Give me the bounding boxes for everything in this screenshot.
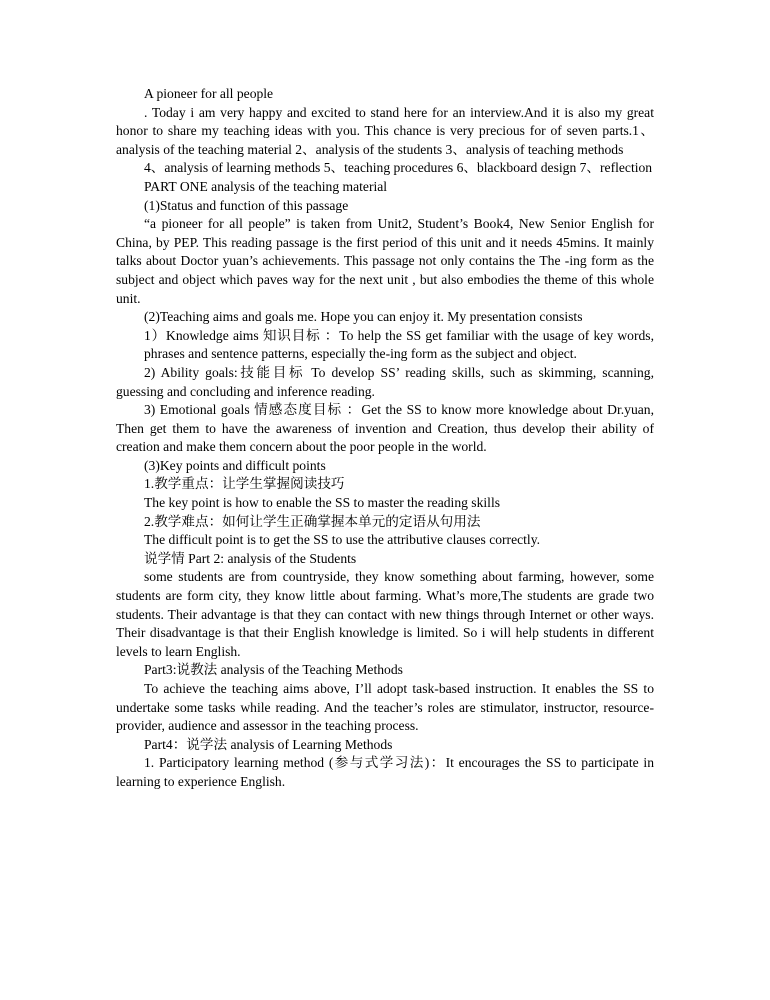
- paragraph-outline: 4、analysis of learning methods 5、teaching procedures 6、blackboard design 7、reflection: [144, 160, 653, 176]
- section-heading-part-two: 说学情 Part 2: analysis of the Students: [144, 550, 357, 566]
- paragraph-knowledge-aims: 1）Knowledge aims 知识目标 ：To help the SS get familiar with the usage of key words, phrases and sentence patterns, especially the-ing form as the subject and object.: [144, 327, 654, 362]
- paragraph-participatory-learning: 1. Participatory learning method (参与式学习法)：It encourages the SS to participate in learning to experience English.: [116, 755, 654, 789]
- subheading-status-function: (1)Status and function of this passage: [144, 197, 349, 213]
- paragraph-passage-status: “a pioneer for all people” is taken from Unit2, Student’s Book4, New Senior English for China, by PEP. This reading passage is the first period of this unit and it needs 45mins. It mainly talks about Doctor yuan’s achievements. This passage not only contains the The -ing form as the subject and object which paves way for the next unit , but also embodies the theme of this whole unit.: [116, 216, 654, 306]
- paragraph-teaching-methods: To achieve the teaching aims above, I’ll adopt task-based instruction. It enables the SS to undertake some tasks while reading. And the teacher’s roles are stimulator, instructor, resource-provider, audience and assessor in the teaching process.: [116, 681, 654, 734]
- paragraph-introduction: . Today i am very happy and excited to stand here for an interview.And it is also my great honor to share my teaching ideas with you. This chance is very precious for of seven parts.1、analysis of the teaching material 2、analysis of the students 3、analysis of teaching methods: [116, 104, 654, 157]
- key-point-chinese: 1.教学重点：让学生掌握阅读技巧: [144, 476, 345, 492]
- paragraph-emotional-goals: 3) Emotional goals 情感态度目标 ：Get the SS to know more knowledge about Dr.yuan, Then get them to have the awareness of invention and Creation, thus develop their ability of creation and make them concern about the poor people in the world.: [116, 402, 654, 455]
- section-heading-part-three: Part3:说教法 analysis of the Teaching Methods: [144, 662, 403, 678]
- paragraph-students-analysis: some students are from countryside, they know something about farming, however, some students are form city, they know little about farming. What’s more,The students are grade two students. Their advantage is that they can contact with new things through Internet or other ways. Their disadvantage is that their English knowledge is limited. So i will help students in different levels to learn English.: [116, 569, 654, 659]
- difficult-point-english: The difficult point is to get the SS to use the attributive clauses correctly.: [144, 532, 541, 548]
- subheading-key-points: (3)Key points and difficult points: [144, 457, 326, 473]
- section-heading-part-one: PART ONE analysis of the teaching material: [144, 178, 388, 194]
- section-heading-part-four: Part4：说学法 analysis of Learning Methods: [144, 736, 393, 752]
- difficult-point-chinese: 2.教学难点：如何让学生正确掌握本单元的定语从句用法: [144, 513, 481, 529]
- subheading-teaching-aims: (2)Teaching aims and goals me. Hope you can enjoy it. My presentation consists: [144, 309, 583, 325]
- document-body: [116, 85, 654, 792]
- paragraph-ability-goals: 2) Ability goals:技能目标 To develop SS’ reading skills, such as skimming, scanning, guessing and concluding and inference reading.: [116, 364, 654, 399]
- key-point-english: The key point is how to enable the SS to master the reading skills: [144, 495, 501, 511]
- document-title: A pioneer for all people: [144, 86, 274, 101]
